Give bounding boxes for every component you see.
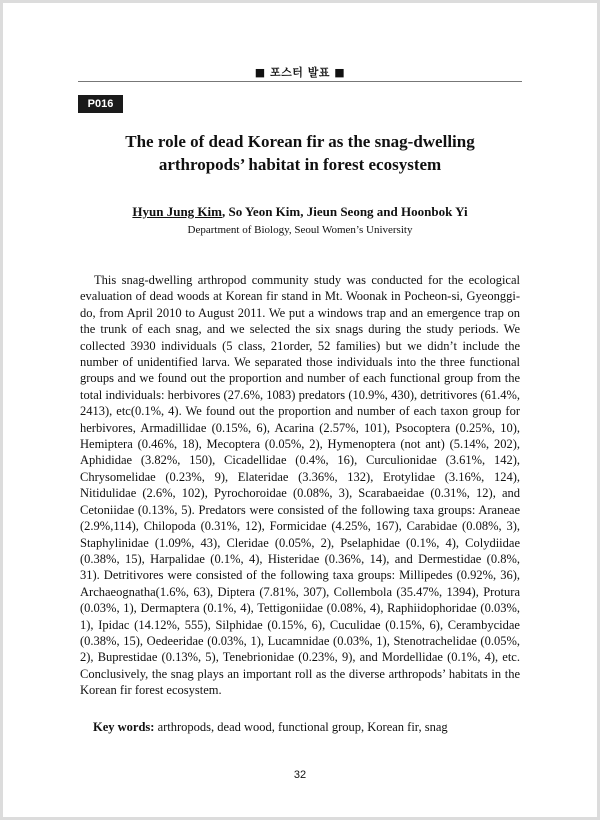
affiliation: Department of Biology, Seoul Women’s University: [187, 224, 413, 236]
author-list: [0, 204, 600, 220]
page-number: 32: [293, 769, 307, 781]
page-border-left: [0, 0, 3, 820]
presenting-author: Hyun Jung Kim: [132, 204, 222, 219]
section-header: ■ 포스터 발표 ■: [254, 66, 346, 79]
abstract-body: This snag-dwelling arthropod community study was conducted for the ecological evaluation of dead woods at Korean fir stand in Mt. Woonak in Pocheon-si, Gyeonggi-do, from April 2010 to August 2011. We put a windows trap and an emergence trap on the trunk of each snag, and we selected the six snags during the study periods. We collected 3930 individuals (5 class, 21order, 52 families) but we didn’t include the number of unidentified larva. We separated those individuals into the three functional groups and we found out the proportion and number of each functional group from the total individuals: herbivores (27.6%, 1083) predators (10.9%, 430), detritivores (61.4%, 2413), etc(0.1%, 4). We found out the proportion and number of each taxon group for herbivores, Armadillidae (0.15%, 6), Acarina (2.57%, 101), Psocoptera (0.25%, 10), Hemiptera (0.46%, 18), Mecoptera (0.05%, 2), Hymenoptera (not ant) (5.14%, 202), Aphididae (3.82%, 150), Cicadellidae (0.4%, 16), Curculionidae (3.61%, 142), Chrysomelidae (0.23%, 9), Elateridae (3.36%, 132), Erotylidae (3.16%, 124), Nitidulidae (2.6%, 102), Pyrochoroidae (0.08%, 3), Scarabaeidae (0.31%, 12), and Cetoniidae (0.13%, 5). Predators were consisted of the following taxa groups: Araneae (2.9%,114), Chilopoda (0.31%, 12), Formicidae (4.25%, 167), Carabidae (0.08%, 3), Staphylinidae (1.09%, 43), Cleridae (0.05%, 2), Pselaphidae (0.1%, 4), Colydiidae (0.38%, 15), Harpalidae (0.1%, 4), Histeridae (0.36%, 14), and Dermestidae (0.8%, 31). Detritivores were consisted of the following taxa groups: Millipedes (0.92%, 36), Archaeognatha(1.6%, 63), Diptera (7.81%, 307), Collembola (35.47%, 1394), Protura (0.03%, 1), Dermaptera (0.1%, 4), Tettigoniidae (0.08%, 4), Raphiidophoridae (0.03%, 1), Ipidac (14.12%, 555), Silphidae (0.15%, 6), Cuculidae (0.15%, 6), Cerambycidae (0.38%, 15), Oedeeridae (0.03%, 1), Lucamnidae (0.03%, 1), Stenotrachelidae (0.05%, 2), Buprestidae (0.13%, 5), Tenebrionidae (0.23%, 9), and Mordellidae (0.1%, 4), etc. Conclusively, the snag plays an important roll as the diverse arthropods’ habitats in the Korean fir forest ecosystem.: [80, 273, 520, 698]
co-authors: , So Yeon Kim, Jieun Seong and Hoonbok Yi: [221, 204, 468, 219]
page-border-top: [0, 0, 600, 3]
header-divider: [78, 81, 522, 82]
keywords: [93, 720, 523, 735]
title-line-2: arthropods’ habitat in forest ecosystem: [158, 155, 442, 174]
keywords-text: arthropods, dead wood, functional group, Korean fir, snag: [154, 720, 448, 734]
keywords-label: Key words:: [93, 720, 155, 734]
poster-id-badge: P016: [78, 95, 123, 113]
paper-title: [90, 130, 510, 176]
title-line-1: The role of dead Korean fir as the snag-dwelling: [125, 132, 475, 151]
